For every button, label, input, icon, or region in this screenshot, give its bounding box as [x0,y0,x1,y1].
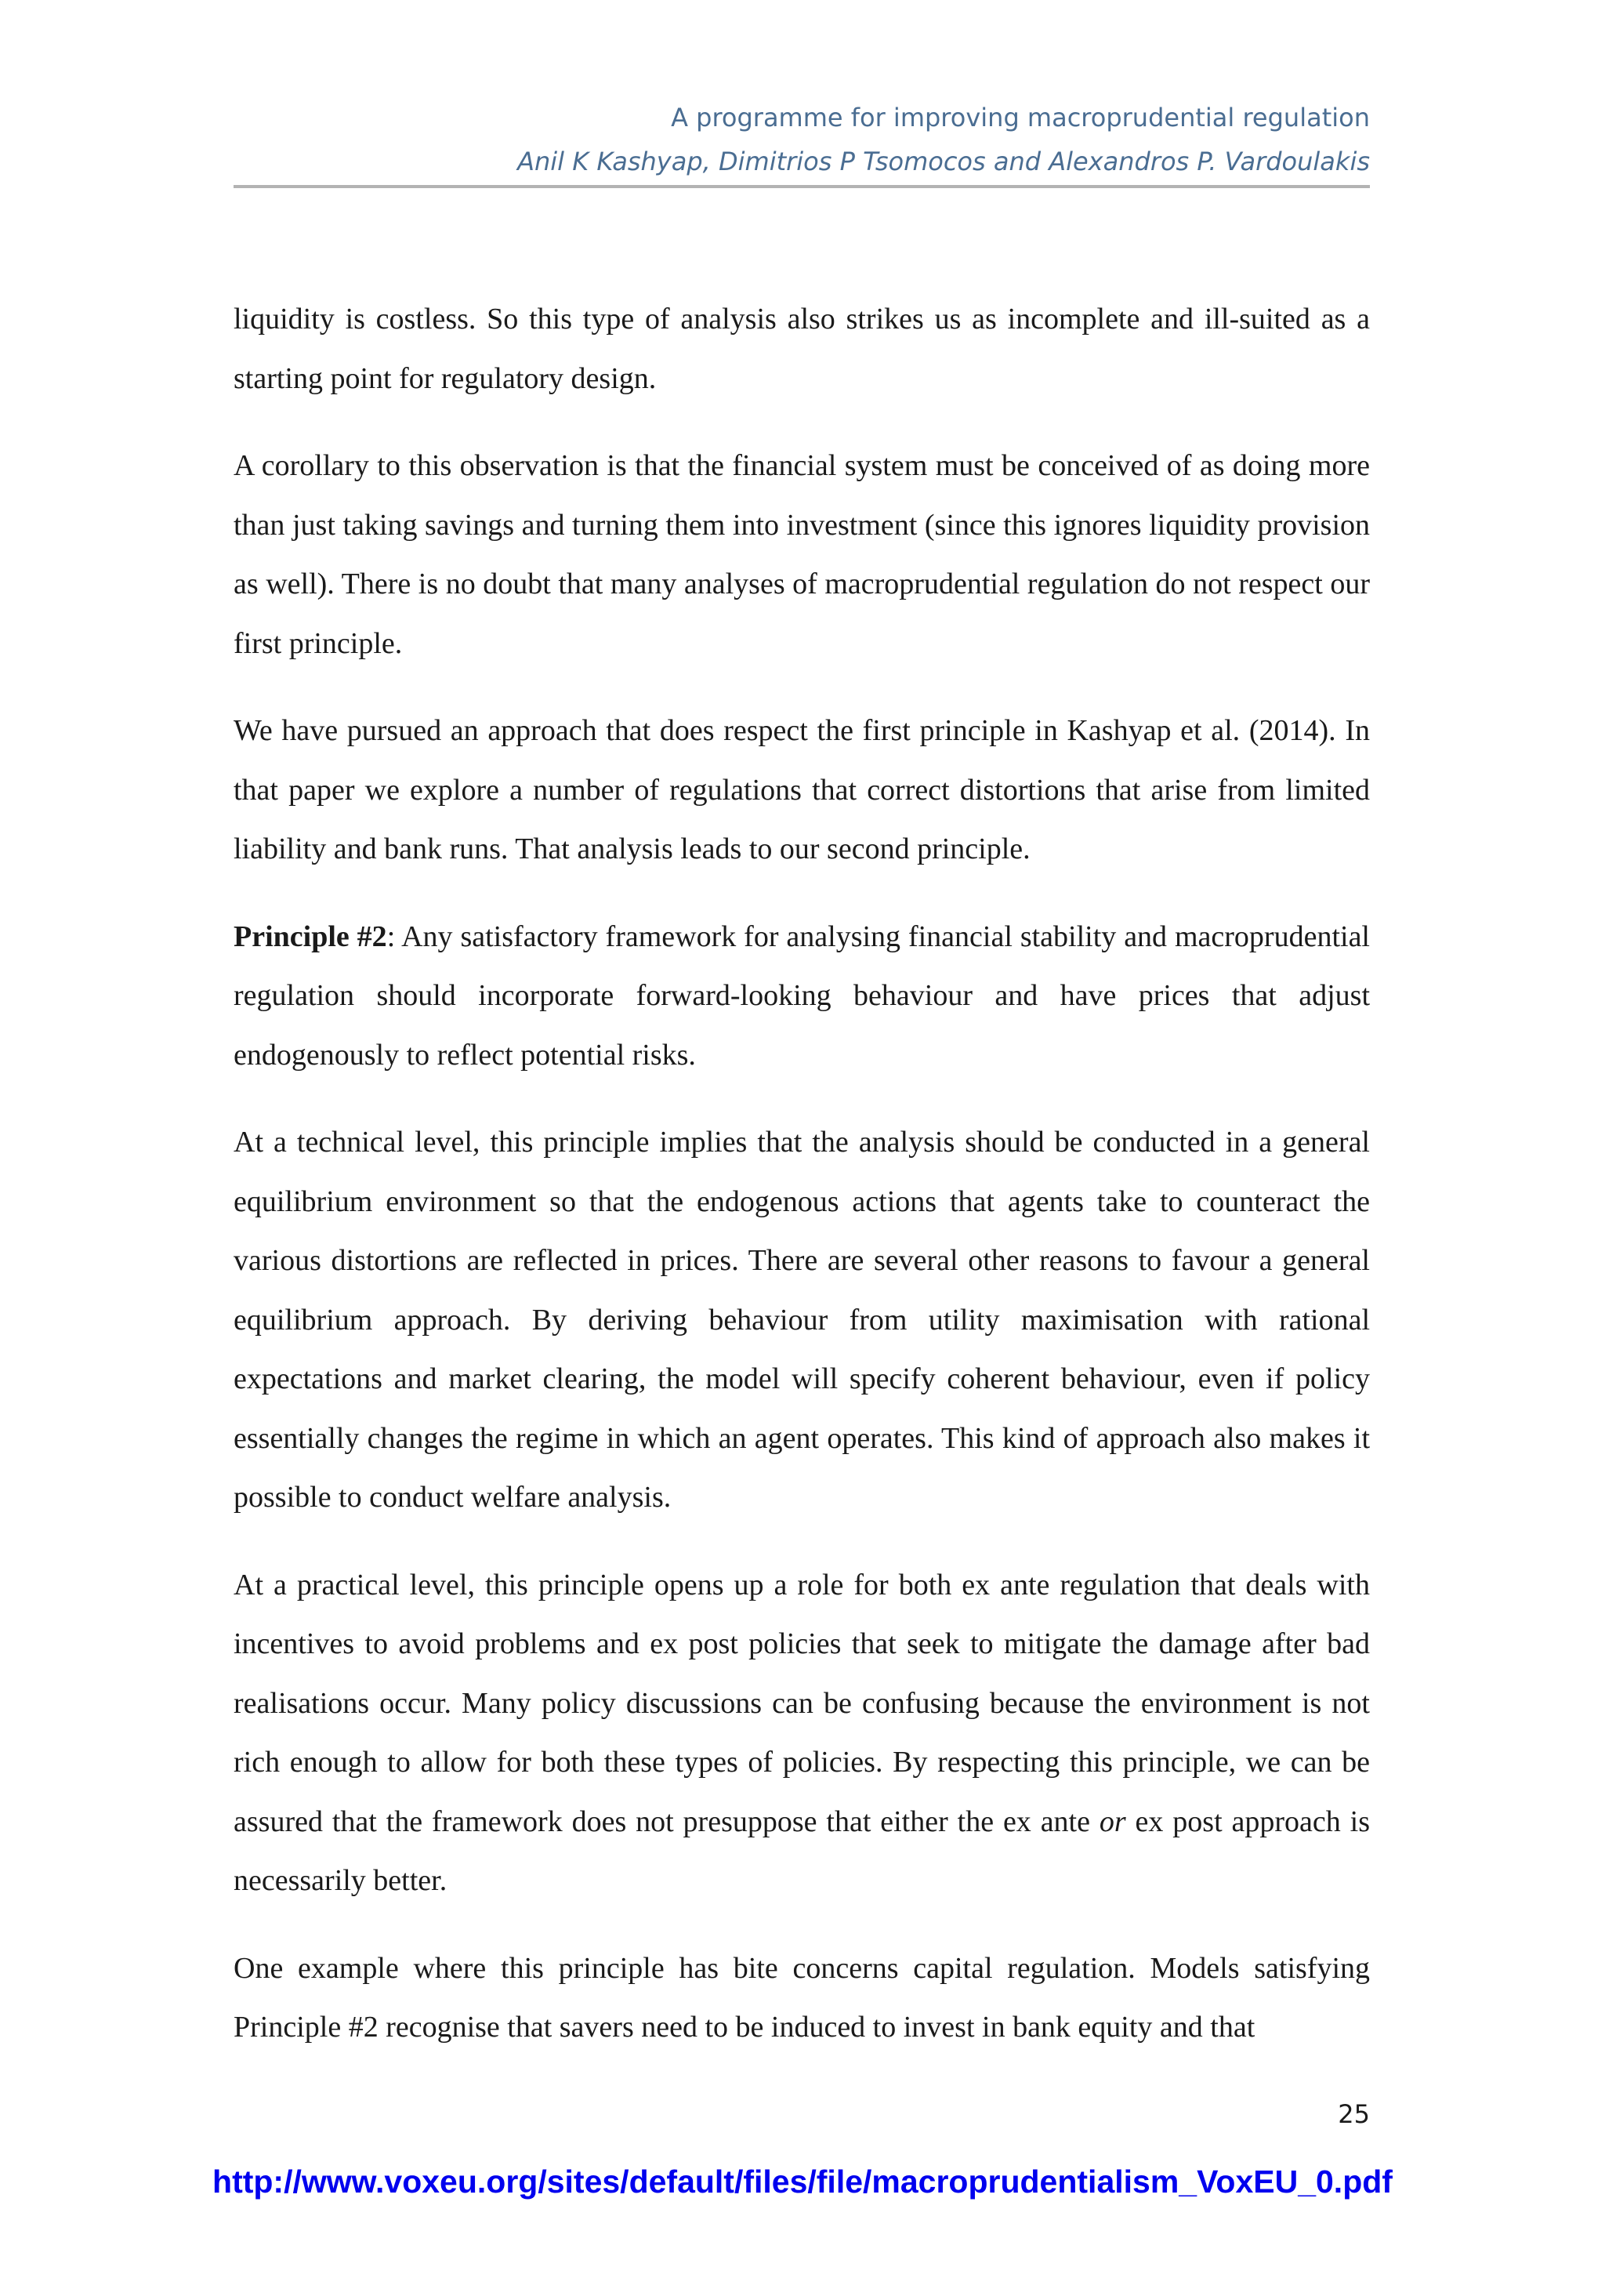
running-head [194,96,1370,183]
paragraph-6 [234,1556,1370,1911]
paragraph-6-emphasis: or [1099,1805,1126,1838]
paragraph-7: One example where this principle has bite concerns capital regulation. Models satisfying Principle #2 recognise that savers need to be induced to invest in bank equity and that [234,1951,1370,2044]
page-number: 25 [1338,2099,1370,2129]
header-divider [234,185,1370,188]
principle-label: Principle #2 [234,919,387,953]
paragraph-2: A corollary to this observation is that the financial system must be conceived of as doing more than just taking savings and turning them into investment (since this ignores liquidity provision as well). There is no doubt that many analyses of macroprudential regulation do not respect our first principle. [234,449,1370,660]
running-head-authors: Anil K Kashyap, Dimitrios P Tsomocos and Alexandros P. Vardoulakis [517,147,1370,176]
paragraph-1: liquidity is costless. So this type of analysis also strikes us as incomplete and ill-suited as a starting point for regulatory design. [234,303,1370,395]
body-text [234,290,1370,2086]
paragraph-6-text-a: At a practical level, this principle opens up a role for both ex ante regulation that deals with incentives to avoid problems and ex post policies that seek to mitigate the damage after bad realisations occur. Many policy discussions can be confusing because the environment is not rich enough to allow for both these types of policies. By respecting this principle, we can be assured that the framework does not presuppose that either the ex ante [234,1568,1370,1838]
paragraph-principle-2 [234,908,1370,1086]
paragraph-6-text-b: ex post approach is necessarily better. [234,1805,1371,1897]
source-url-link[interactable]: http://www.voxeu.org/sites/default/files/file/macroprudentialism_VoxEU_0.pdf [212,2164,1393,2200]
paragraph-5: At a technical level, this principle implies that the analysis should be conducted in a general equilibrium environment so that the endogenous actions that agents take to counteract the various distortions are reflected in prices. There are several other reasons to favour a general equilibrium approach. By deriving behaviour from utility maximisation with rational expectations and market clearing, the model will specify coherent behaviour, even if policy essentially changes the regime in which an agent operates. This kind of approach also makes it possible to conduct welfare analysis. [234,1126,1370,1514]
principle-text: : Any satisfactory framework for analysing financial stability and macroprudential regulation should incorporate forward-looking behaviour and have prices that adjust endogenously to reflect potential risks. [234,919,1370,1072]
paragraph-3: We have pursued an approach that does respect the first principle in Kashyap et al. (2014). In that paper we explore a number of regulations that correct distortions that arise from limited liability and bank runs. That analysis leads to our second principle. [234,714,1370,865]
running-head-title: A programme for improving macroprudential regulation [671,103,1370,132]
